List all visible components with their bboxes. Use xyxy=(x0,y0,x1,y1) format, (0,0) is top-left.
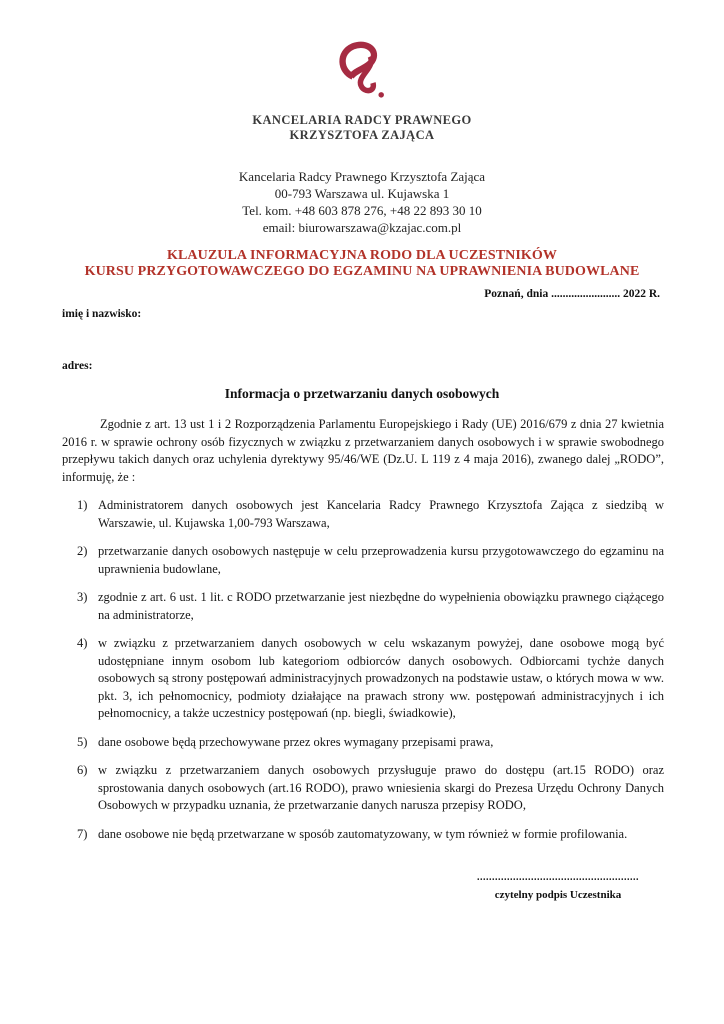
list-text-1: Administratorem danych osobowych jest Kancelaria Radcy Prawnego Krzysztofa Zająca z siedzibą w Warszawie, ul. Kujawska 1,00-793 Warszawa, xyxy=(98,498,664,530)
signature-caption: czytelny podpis Uczestnika xyxy=(494,889,622,901)
list-marker-6: 6) xyxy=(77,763,88,777)
company-name xyxy=(0,113,724,142)
list-marker-7: 7) xyxy=(77,826,88,841)
list-marker-1: 1) xyxy=(77,498,88,512)
signature-line: ...................................................... xyxy=(477,872,639,883)
address-line-phone: Tel. kom. +48 603 878 276, +48 22 893 30 10 xyxy=(242,203,482,218)
list-text-6: w związku z przetwarzaniem danych osobowych przysługuje prawo do dostępu (art.15 RODO) oraz sprostowania danych osobowych (art.16 RODO), prawo wniesienia skargi do Prezesa Urzędu Ochrony Danych Osobowych w przypadku uznania, że przetwarzanie danych narusza przepisy RODO, xyxy=(98,763,664,812)
list-text-7: dane osobowe nie będą przetwarzane w sposób zautomatyzowany, w tym również w formie profilowania. xyxy=(98,826,628,841)
document-body xyxy=(0,416,724,843)
list-text-2: przetwarzanie danych osobowych następuje w celu przeprowadzenia kursu przygotowawczego do egzaminu na uprawnienia budowlane, xyxy=(98,544,664,576)
letterhead xyxy=(0,0,724,142)
list-item-6 xyxy=(62,762,664,815)
company-name-line2: KRZYSZTOFA ZAJĄCA xyxy=(289,127,435,142)
firm-logo xyxy=(332,40,392,104)
rodo-list xyxy=(62,497,664,843)
list-text-5: dane osobowe będą przechowywane przez okres wymagany przepisami prawa, xyxy=(98,734,494,749)
address-line-email: email: biurowarszawa@kzajac.com.pl xyxy=(262,220,462,235)
address-line-firm: Kancelaria Radcy Prawnego Krzysztofa Zająca xyxy=(238,169,486,184)
list-item-7 xyxy=(62,826,664,844)
list-item-4 xyxy=(62,635,664,723)
list-marker-4: 4) xyxy=(77,636,88,650)
list-text-4: w związku z przetwarzaniem danych osobowych w celu wskazanym powyżej, dane osobowe mogą być udostępniane innym osobom lub kategoriom odbiorców danych osobowych. Odbiorcami tychże danych osobowych są strony postępowań administracyjnych prowadzonych na podstawie ustaw, o których mowa w ww. pkt. 3, ich pełnomocnicy, podmioty działające na prawach strony ww. postępowań administracyjnych i ich pełnomocnicy, a także uczestnicy postępowań (np. biegli, świadkowie), xyxy=(98,636,664,720)
section-subtitle: Informacja o przetwarzaniu danych osobowych xyxy=(224,386,500,401)
list-item-1 xyxy=(62,497,664,532)
company-name-line1: KANCELARIA RADCY PRAWNEGO xyxy=(252,113,472,127)
ribbon-r-icon xyxy=(332,40,392,104)
list-item-3 xyxy=(62,589,664,624)
address-field-label: adres: xyxy=(62,360,93,372)
address-block xyxy=(0,168,724,236)
list-text-3: zgodnie z art. 6 ust. 1 lit. c RODO przetwarzanie jest niezbędne do wypełnienia obowiązku prawnego ciążącego na administratorze, xyxy=(98,590,664,622)
signature-block xyxy=(458,872,658,901)
list-marker-3: 3) xyxy=(77,590,88,604)
list-item-2 xyxy=(62,543,664,578)
list-marker-2: 2) xyxy=(77,544,88,558)
intro-paragraph: Zgodnie z art. 13 ust 1 i 2 Rozporządzenia Parlamentu Europejskiego i Rady (UE) 2016/679 z dnia 27 kwietnia 2016 r. w sprawie ochrony osób fizycznych w związku z przetwarzaniem danych osobowych i w sprawie swobodnego przepływu takich danych oraz uchylenia dyrektywy 95/46/WE (Dz.U. L 119 z 4 maja 2016), zwanego dalej „RODO”, informuję, że : xyxy=(62,417,664,484)
document-title-line2: KURSU PRZYGOTOWAWCZEGO DO EGZAMINU NA UPRAWNIENIA BUDOWLANE xyxy=(84,263,640,279)
name-field-label: imię i nazwisko: xyxy=(62,308,142,320)
document-title-line1: KLAUZULA INFORMACYJNA RODO DLA UCZESTNIKÓW xyxy=(166,248,558,263)
list-item-5 xyxy=(62,734,664,752)
document-title xyxy=(0,248,724,279)
date-line: Poznań, dnia ........................ 2022 R. xyxy=(484,288,660,300)
list-marker-5: 5) xyxy=(77,734,88,749)
address-line-street: 00-793 Warszawa ul. Kujawska 1 xyxy=(274,186,450,201)
